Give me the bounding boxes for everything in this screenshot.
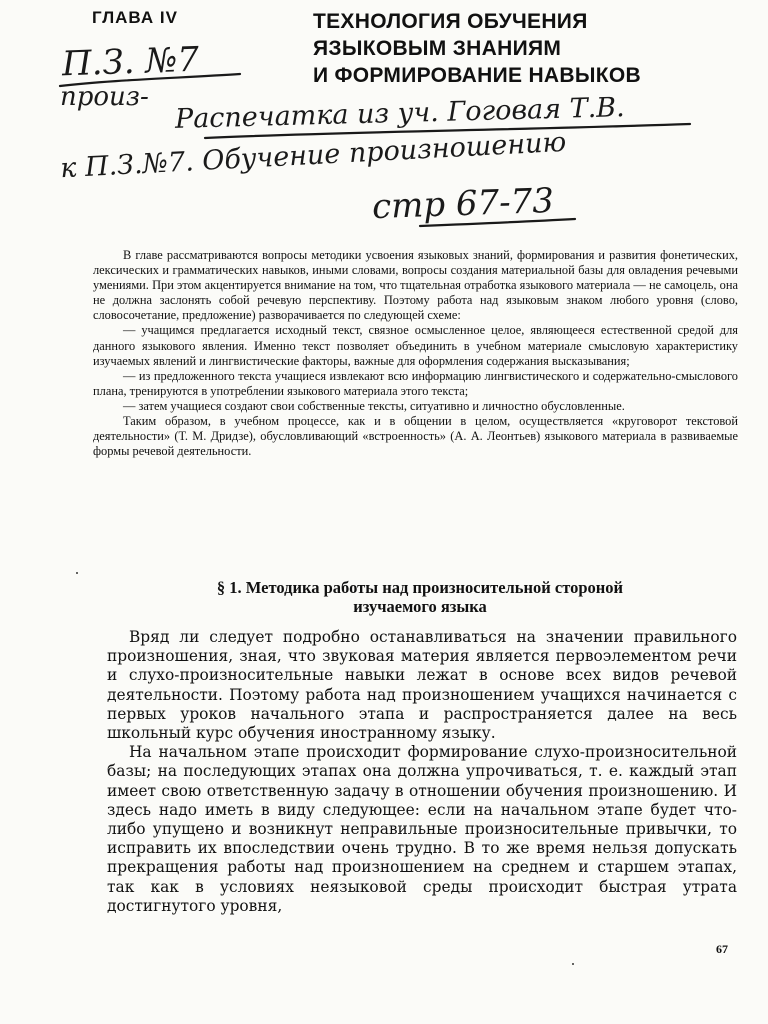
body-paragraph: Вряд ли следует подробно останавливаться на значении правильного произношения, зная, что звуковая материя является первоэлементом речи и слухо-произносительные навыки лежат в основе всех видов речевой деятельности. Поэтому работа над произношением учащихся начинается с первых уроков начального этапа и распространяется далее на весь школьный курс обучения иностранному языку.: [107, 628, 737, 743]
intro-paragraph: — учащимся предлагается исходный текст, связное осмысленное целое, являющееся естественной средой для данного языкового явления. Именно текст позволяет объединить в учебном материале смысловую характеристику изучаемых явлений и лингвистические факторы, важные для оформления содержания высказывания;: [93, 323, 738, 368]
intro-paragraph: — затем учащиеся создают свои собственные тексты, ситуативно и личностно обусловленные.: [123, 398, 625, 413]
chapter-intro: [93, 248, 738, 459]
section-heading-line: § 1. Методика работы над произносительной стороной: [216, 578, 624, 597]
handwritten-note: к П.З.№7. Обучение произношению: [59, 126, 567, 185]
intro-paragraph: — из предложенного текста учащиеся извлекают всю информацию лингвистического и содержательно-смыслового плана, тренируются в употреблении языкового материала этого текста;: [93, 368, 738, 398]
handwritten-note: произ-: [60, 82, 149, 112]
body-paragraph: На начальном этапе происходит формирование слухо-произносительной базы; на последующих этапах она должна упрочиваться, т. е. каждый этап имеет свою ответственную задачу в отношении обучения произношению. И здесь надо иметь в виду следующее: если на начальном этапе будет что-либо упущено и возникнут неправильные произносительные привычки, то исправить их впоследствии очень трудно. В то же время нельзя допускать прекращения работы над произношением на среднем и старшем этапах, так как в условиях неязыковой среды происходит быстрая утрата достигнутого уровня,: [107, 743, 737, 915]
handwritten-note: П.З. №7: [61, 39, 200, 85]
handwritten-note: стр 67-73: [371, 180, 555, 228]
chapter-title-line: И ФОРМИРОВАНИЕ НАВЫКОВ: [313, 64, 641, 87]
section-heading-line: изучаемого языка: [353, 597, 487, 616]
scan-speck: [76, 572, 78, 574]
chapter-title-line: ЯЗЫКОВЫМ ЗНАНИЯМ: [313, 37, 562, 60]
scan-speck: [572, 963, 574, 965]
chapter-label: ГЛАВА IV: [92, 8, 178, 27]
page-number: 67: [716, 942, 728, 956]
handwritten-note: Распечатка из уч. Гоговая Т.В.: [174, 92, 626, 135]
chapter-title-line: ТЕХНОЛОГИЯ ОБУЧЕНИЯ: [313, 10, 588, 33]
section-heading: [140, 578, 700, 616]
intro-paragraph: Таким образом, в учебном процессе, как и в общении в целом, осуществляется «круговорот текстовой деятельности» (Т. М. Дридзе), обусловливающий «встроенность» (А. А. Леонтьев) языкового материала в развиваемые формы речевой деятельности.: [93, 414, 738, 459]
intro-paragraph: В главе рассматриваются вопросы методики усвоения языковых знаний, формирования и развития фонетических, лексических и грамматических навыков, иными словами, вопросы создания материальной базы для овладения речевыми умениями. При этом акцентируется внимание на том, что тщательная отработка языкового материала — не самоцель, она не должна заслонять собой речевую перспективу. Поэтому работа над языковым знаком любого уровня (слово, словосочетание, предложение) разворачивается по следующей схеме:: [93, 248, 738, 323]
section-body: [107, 628, 737, 916]
